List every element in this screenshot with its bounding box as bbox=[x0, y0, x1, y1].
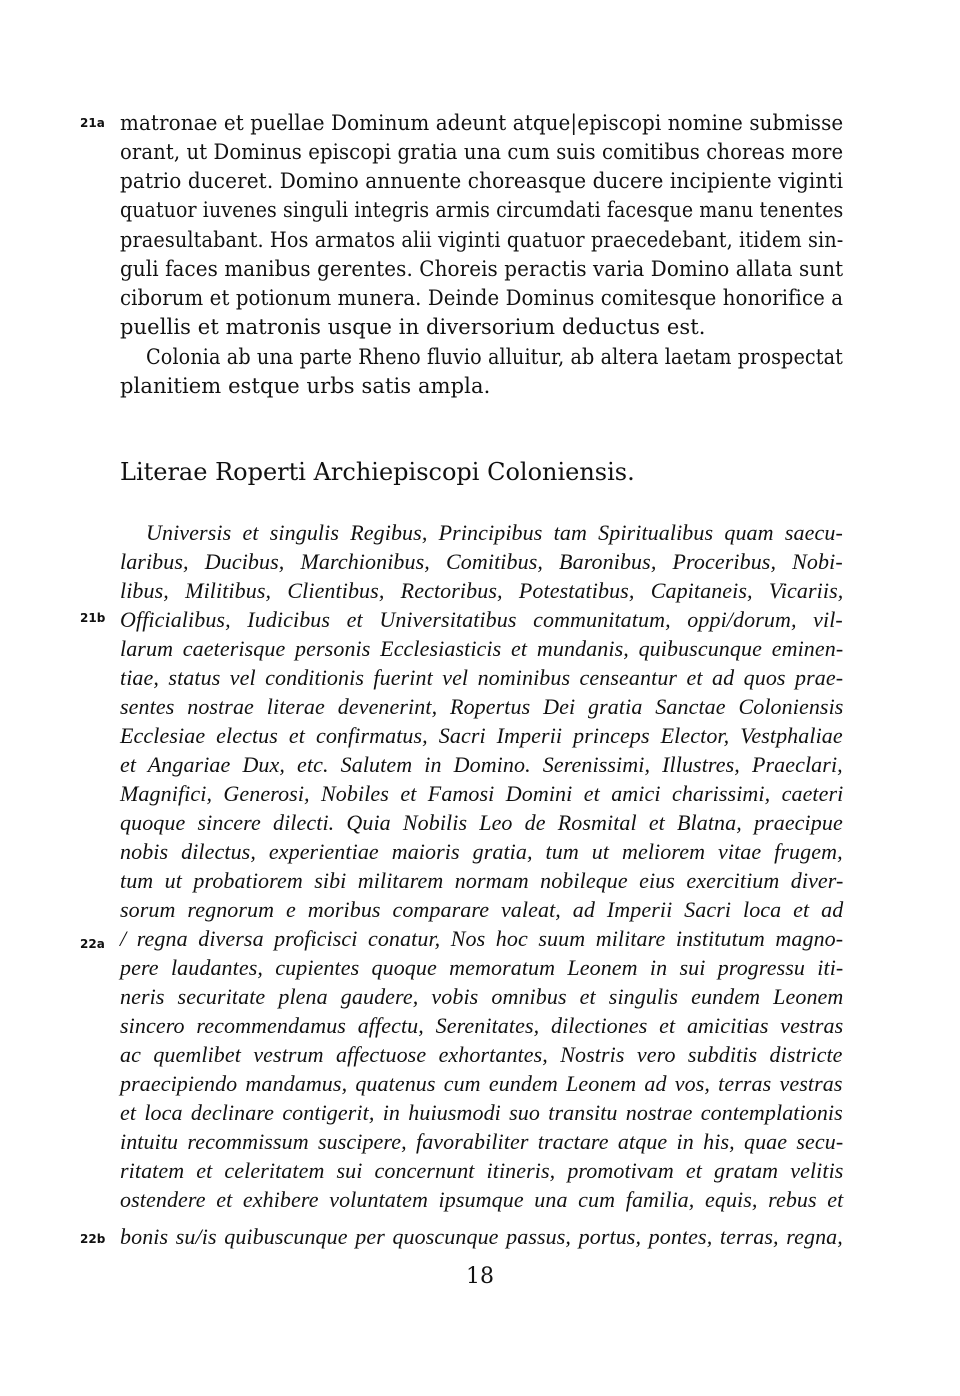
margin-ref-22a: 22a bbox=[80, 937, 105, 951]
text-line: ritatem et celeritatem sui concernunt itineris, promotivam et gratam velitis bbox=[120, 1158, 844, 1183]
text-line: sorum regnorum e moribus comparare valeat, ad Imperii Sacri loca et ad bbox=[120, 897, 844, 922]
section-heading: Literae Roperti Archiepiscopi Coloniensis. bbox=[120, 458, 635, 486]
text-line: libus, Militibus, Clientibus, Rectoribus, Potestatibus, Capitaneis, Vicariis, bbox=[120, 578, 844, 603]
text-line: laribus, Ducibus, Marchionibus, Comitibus, Baronibus, Proceribus, Nobi- bbox=[120, 549, 843, 574]
text-line: neris securitate plena gaudere, vobis omnibus et singulis eundem Leonem bbox=[120, 984, 844, 1009]
text-line: quoque sincere dilecti. Quia Nobilis Leo de Rosmital et Blatna, praecipue bbox=[120, 810, 843, 835]
text-line: intuitu recommissum suscipere, favorabiliter tractare atque in his, quae secu- bbox=[120, 1129, 844, 1154]
text-line: sincero recommendamus affectu, Serenitates, dilectiones et amicitias vestras bbox=[120, 1013, 844, 1038]
margin-ref-21a: 21a bbox=[80, 116, 105, 130]
text-line: praecipiendo mandamus, quatenus cum eundem Leonem ad vos, terras vestras bbox=[120, 1071, 843, 1096]
text-line: tum ut probatiorem sibi militarem normam nobileque eius exercitium diver- bbox=[120, 868, 844, 893]
text-line: tiae, status vel conditionis fuerint vel nominibus censeantur et ad quos prae- bbox=[120, 665, 844, 690]
text-line: orant, ut Dominus episcopi gratia una cum suis comitibus choreas more bbox=[120, 140, 844, 164]
text-line: ostendere et exhibere voluntatem ipsumque una cum familia, equis, rebus et bbox=[120, 1187, 844, 1212]
text-line: guli faces manibus gerentes. Choreis peractis varia Domino allata sunt bbox=[120, 257, 844, 281]
text-line: Universis et singulis Regibus, Principibus tam Spiritualibus quam saecu- bbox=[146, 520, 843, 545]
text-line: nobis dilectus, experientiae maioris gratia, tum ut meliorem vitae frugem, bbox=[120, 839, 843, 864]
text-line: Ecclesiae electus et confirmatus, Sacri Imperii princeps Elector, Vestphaliae bbox=[120, 723, 843, 748]
text-line: Officialibus, Iudicibus et Universitatibus communitatum, oppi/dorum, vil- bbox=[120, 607, 843, 632]
text-line: bonis su/is quibuscunque per quoscunque passus, portus, pontes, terras, regna, bbox=[120, 1224, 843, 1249]
text-line: Colonia ab una parte Rheno fluvio alluitur, ab altera laetam prospectat bbox=[146, 345, 843, 369]
margin-ref-21b: 21b bbox=[80, 611, 106, 625]
text-line: matronae et puellae Dominum adeunt atque|episcopi nomine submisse bbox=[120, 111, 844, 135]
text-line: et loca declinare contigerit, in huiusmodi suo transitu nostrae contemplationis bbox=[120, 1100, 843, 1125]
text-line: quatuor iuvenes singuli integris armis circumdati facesque manu tenentes bbox=[120, 198, 844, 222]
text-line: planitiem estque urbs satis ampla. bbox=[120, 374, 491, 398]
text-line: larum caeterisque personis Ecclesiasticis et mundanis, quibuscunque eminen- bbox=[120, 636, 844, 661]
text-line: praesultabant. Hos armatos alii viginti quatuor praecedebant, itidem sin- bbox=[120, 228, 844, 252]
text-line: / regna diversa proficisci conatur, Nos hoc suum militare institutum magno- bbox=[120, 926, 844, 951]
text-line: et Angariae Dux, etc. Salutem in Domino. Serenissimi, Illustres, Praeclari, bbox=[120, 752, 843, 777]
text-line: ac quemlibet vestrum affectuose exhortantes, Nostris vero subditis districte bbox=[120, 1042, 843, 1067]
text-line: ciborum et potionum munera. Deinde Dominus comitesque honorifice a bbox=[120, 286, 844, 310]
text-line: pere laudantes, cupientes quoque memoratum Leonem in sui progressu iti- bbox=[120, 955, 844, 980]
text-line: Magnifici, Generosi, Nobiles et Famosi Domini et amici charissimi, caeteri bbox=[120, 781, 844, 806]
page-number: 18 bbox=[466, 1264, 494, 1289]
text-line: patrio duceret. Domino annuente choreasque ducere incipiente viginti bbox=[120, 169, 844, 193]
margin-ref-22b: 22b bbox=[80, 1232, 106, 1246]
text-line: puellis et matronis usque in diversorium deductus est. bbox=[120, 315, 706, 339]
text-line: sentes nostrae literae devenerint, Ropertus Dei gratia Sanctae Coloniensis bbox=[120, 694, 844, 719]
